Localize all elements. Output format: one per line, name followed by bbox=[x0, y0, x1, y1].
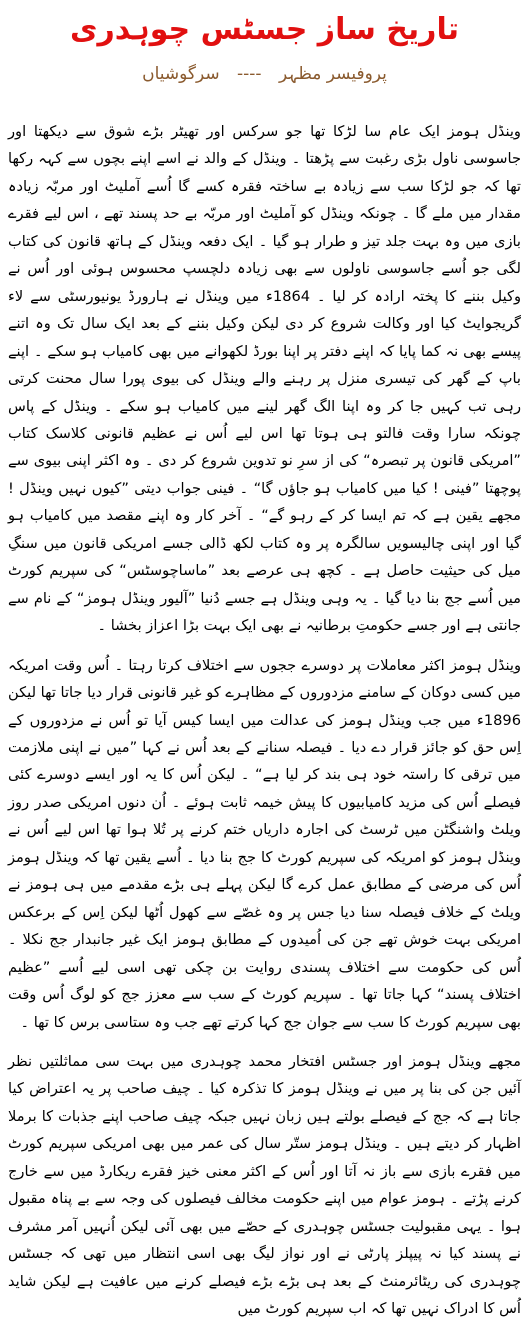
article-body bbox=[8, 118, 521, 1318]
byline-separator: ---- bbox=[237, 64, 262, 84]
paragraph-3: مجھے وینڈل ہومز اور جسٹس افتخار محمد چوہدری میں بہت سی مماثلتیں نظر آئیں جن کی بنا پر میں نے وینڈل ہومز کا تذکرہ کیا ۔ چیف صاحب پر یہ اعتراض کیا جاتا ہے کہ جج کے فیصلے بولتے ہیں زبان نہیں جبکہ چیف صاحب اپنے جذبات کا برملا اظہار کر دیتے ہیں ۔ وینڈل ہومز ستّر سال کی عمر میں بھی امریکی سپریم کورٹ میں فقرے بازی سے باز نہ آتا اور اُس کے اکثر معنی خیز فقرے ریکارڈ میں سے خارج کرنے پڑتے ۔ ہومز عوام میں اپنے حکومت مخالف فیصلوں کی وجہ سے بے پناہ مقبول ہوا ۔ یہی مقبولیت جسٹس چوہدری کے حصّے میں بھی آئی لیکن اُنہیں آمر مشرف نے پسند کیا نہ پیپلز پارٹی نے اور نواز لیگ بھی اسی انتظار میں تھی کہ جسٹس چوہدری کی ریٹائرمنٹ کے بعد ہی بڑے بڑے فیصلے کرنے میں عافیت ہے لیکن شاید اُس کا ادراک نہیں تھا کہ اب سپریم کورٹ میں bbox=[8, 1052, 521, 1318]
paragraph-1: وینڈل ہومز ایک عام سا لڑکا تھا جو سرکس اور تھیٹر بڑے شوق سے دیکھتا اور جاسوسی ناول بڑی رغبت سے پڑھتا ۔ وینڈل کے والد نے اسے اپنے بچوں سے کہہ رکھا تھا کہ جو لڑکا سب سے زیادہ بے ساختہ فقرہ کسے گا اُسے آملیٹ اور مربّہ زیادہ مقدار میں ملے گا ۔ چونکہ وینڈل کو آملیٹ اور مربّہ بے حد پسند تھے ، اس لیے فقرے بازی میں وہ بہت جلد تیز و طرار ہو گیا ۔ ایک دفعہ وینڈل کے ہاتھ قانون کی کتاب لگی جو اُسے جاسوسی ناولوں سے بھی زیادہ دلچسپ محسوس ہوئی اور اُس نے وکیل بننے کا پختہ ارادہ کر لیا ۔ 1864ء میں وینڈل نے ہارورڈ یونیورسٹی سے لاء گریجوایٹ کیا اور وکالت شروع کر دی لیکن وکیل بننے کے بعد ایک سال تک وہ اتنے پیسے بھی نہ کما پایا کہ اپنے دفتر پر اپنا بورڈ لکھوانے میں بھی کامیاب ہو سکے ۔ اپنے باپ کے گھر کی تیسری منزل پر رہنے والے وینڈل کی بیوی پورا سال محنت کرتی رہی تب کہیں جا کر وہ اپنا الگ گھر لینے میں کامیاب ہو سکے ۔ وینڈل کے پاس چونکہ سارا وقت فالتو ہی ہوتا تھا اس لیے اُس نے عظیم قانونی کلاسک کتاب ”امریکی قانون پر تبصرہ“ کی از سرِ نو تدوین شروع کر دی ۔ وہ اکثر اپنی بیوی سے پوچھتا ”فینی ! کیا میں کامیاب ہو جاؤں گا“ ۔ فینی جواب دیتی ”کیوں نہیں وینڈل ! مجھے یقین ہے کہ تم ایسا کر کے رہو گے“ ۔ آخر کار وہ اپنے مقصد میں کامیاب ہو گیا اور اپنی چالیسویں سالگرہ پر وہ کتاب لکھ ڈالی جسے امریکی قانون میں سنگِ میل کی حیثیت حاصل ہے ۔ کچھ ہی عرصے بعد ”ماساچوسٹس“ کی سپریم کورٹ میں اُسے جج بنا دیا گیا ۔ یہ وہی وینڈل ہے جسے دُنیا ”آلیور وینڈل ہومز“ کے نام سے جانتی ہے اور جسے حکومتِ برطانیہ نے بھی ایک بہت بڑا اعزاز بخشا ۔ bbox=[8, 123, 521, 635]
byline bbox=[0, 62, 529, 86]
column-name: سرگوشیاں bbox=[142, 64, 220, 84]
paragraph-2: وینڈل ہومز اکثر معاملات پر دوسرے ججوں سے اختلاف کرتا رہتا ۔ اُس وقت امریکہ میں کسی دوکان کے سامنے مزدوروں کے مظاہرے کو غیر قانونی قرار دیا جاتا تھا لیکن 1896ء میں جب وینڈل ہومز کی عدالت میں ایسا کیس آیا تو اُس نے مزدوروں کے اِس حق کو جائز قرار دے دیا ۔ فیصلہ سنانے کے بعد اُس نے کہا ”میں نے اپنی ملازمت میں ترقی کا راستہ خود ہی بند کر لیا ہے“ ۔ لیکن اُس کا یہ اور ایسے دوسرے کئی فیصلے اُس کی مزید کامیابیوں کا پیش خیمہ ثابت ہوئے ۔ اُن دنوں امریکی صدر روز ویلٹ واشنگٹن میں ٹرسٹ کی اجارہ داریاں ختم کرنے پر تُلا ہوا تھا اس لیے اُس نے وینڈل ہومز کو امریکہ کی سپریم کورٹ کا جج بنا دیا ۔ اُسے یقین تھا کہ وینڈل ہومز اُس کی مرضی کے مطابق عمل کرے گا لیکن پہلے ہی بڑے مقدمے میں ہی ہومز نے ویلٹ کے خلاف فیصلہ سنا دیا جس پر وہ غصّے سے کھول اُٹھا لیکن اِس کے برعکس امریکی بہت خوش تھے جن کی اُمیدوں کے مطابق ہومز ایک غیر جانبدار جج نکلا ۔ اُس کی حکومت سے اختلاف پسندی روایت بن چکی تھی اسی لیے اُسے ”عظیم اختلاف پسند“ کہا جاتا تھا ۔ سپریم کورٹ کے سب سے معزز جج کو لوگ اُس وقت بھی سپریم کورٹ کا سب سے جوان جج کہا کرتے تھے جب وہ ستاسی برس کا تھا ۔ bbox=[8, 656, 521, 1031]
article-title: تاریخ ساز جسٹس چوہدری bbox=[70, 12, 459, 47]
author-name: پروفیسر مظہر bbox=[278, 64, 387, 84]
